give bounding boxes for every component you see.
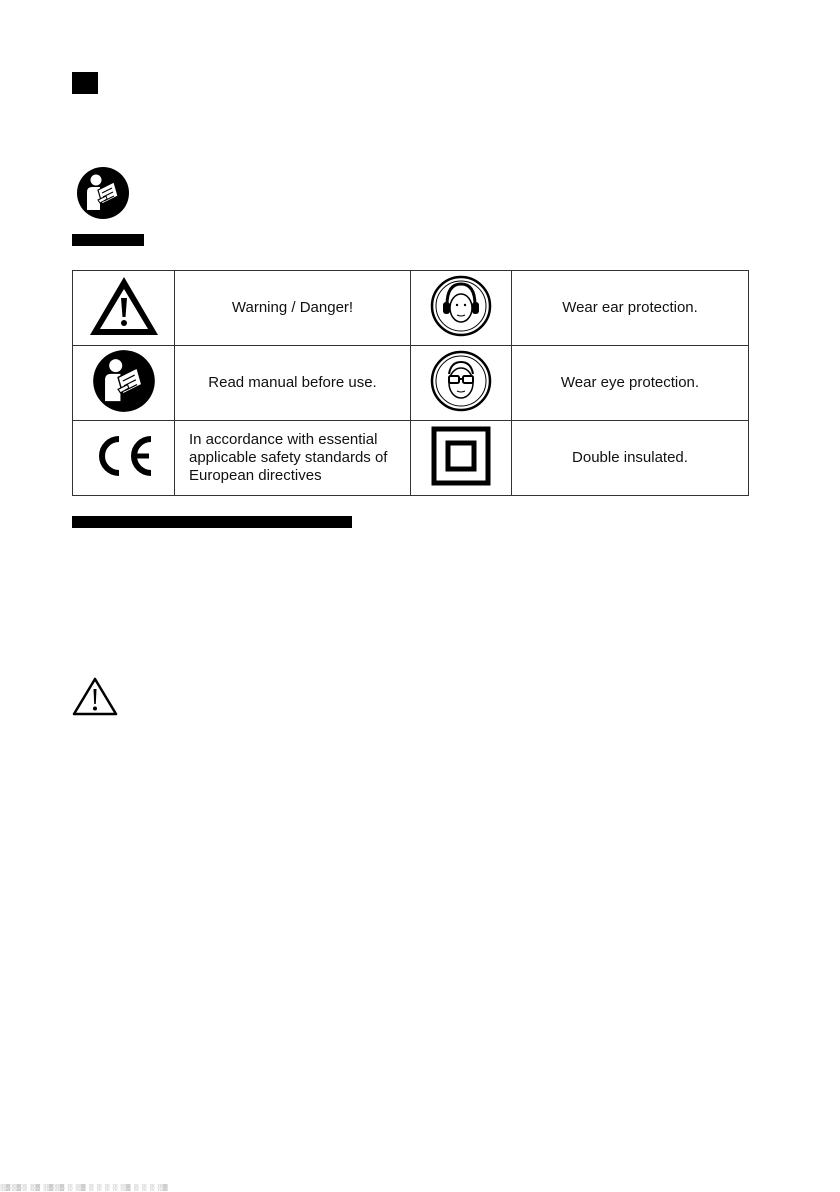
footer-strip: ░▒░▒░ ░▒ ░▒░▒ ░ ░▒ ░ ░ ░ ░ ░▒ ░ ░ ░ ░▒ — [0, 1184, 169, 1191]
table-cell-icon — [73, 346, 175, 421]
table-row — [73, 271, 749, 346]
section-heading-bar — [72, 234, 144, 246]
table-cell-text: Wear eye protection. — [512, 346, 749, 421]
eye-protection-icon — [430, 350, 492, 412]
language-tag-box — [72, 72, 98, 94]
table-cell-icon — [411, 271, 512, 346]
double-insulated-icon — [431, 426, 491, 486]
table-cell-text: Wear ear protection. — [512, 271, 749, 346]
warning-triangle-icon — [72, 676, 118, 716]
ce-mark-icon — [91, 434, 157, 478]
table-cell-icon — [411, 346, 512, 421]
read-manual-icon — [92, 349, 156, 413]
table-row — [73, 346, 749, 421]
symbols-table — [72, 270, 749, 496]
table-cell-text: Warning / Danger! — [175, 271, 411, 346]
warning-triangle-icon — [88, 274, 160, 338]
read-manual-icon — [76, 166, 130, 220]
section-heading-bar — [72, 516, 352, 528]
table-cell-text: Double insulated. — [512, 421, 749, 496]
table-cell-icon — [73, 421, 175, 496]
table-cell-icon — [411, 421, 512, 496]
table-cell-text: Read manual before use. — [175, 346, 411, 421]
table-cell-text: In accordance with essential applicable safety standards of European directives — [175, 421, 411, 496]
ear-protection-icon — [430, 275, 492, 337]
table-cell-icon — [73, 271, 175, 346]
table-row — [73, 421, 749, 496]
